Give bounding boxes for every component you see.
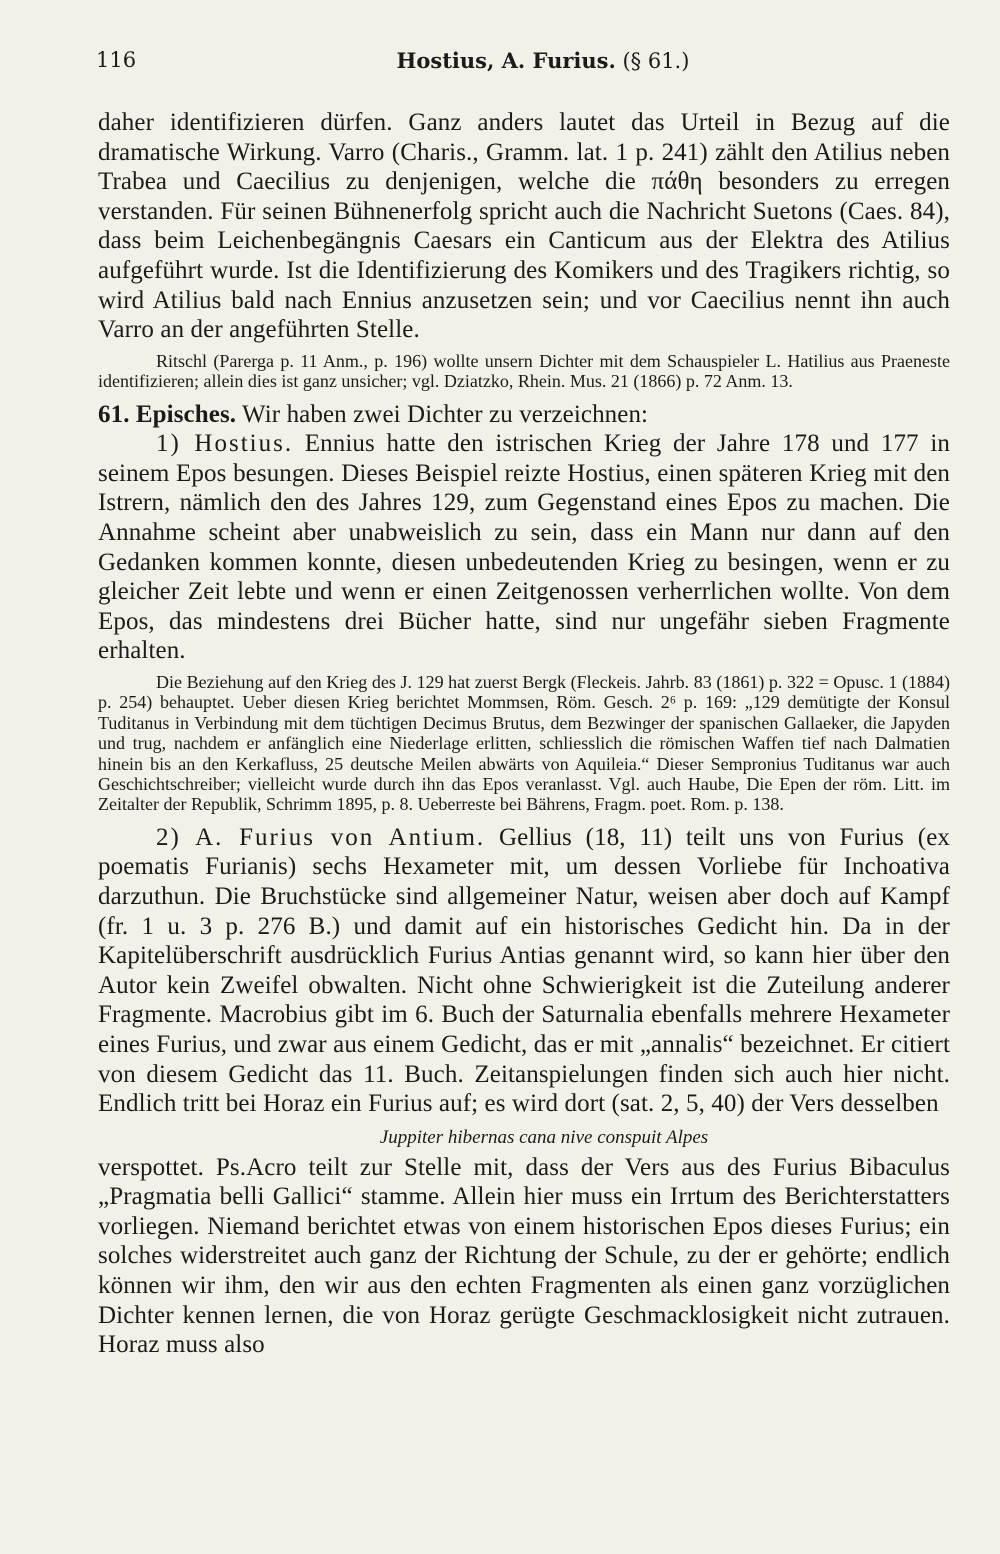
section-intro: Wir haben zwei Dichter zu verzeichnen: <box>242 400 649 428</box>
paragraph-hostius <box>98 429 950 666</box>
furius-label: 2) A. Furius von Antium. <box>156 823 486 851</box>
running-title <box>96 48 900 73</box>
paragraph-horaz: verspottet. Ps.Acro teilt zur Stelle mit, dass der Vers aus des Furius Bibaculus „Pragmatia belli Gallici“ stamme. Allein hier muss ein Irrtum des Berichterstatters vorliegen. Niemand berichtet etwas von einem historischen Epos dieses Furius; ein solches widerstreitet auch ganz der Richtung der Schule, zu der er gehörte; endlich können wir ihm, den wir aus den echten Fragmenten als einen ganz vorzüglichen Dichter kennen lernen, die von Horaz gerügte Geschmacklosigkeit nicht zutrauen. Horaz muss also <box>98 1153 950 1359</box>
running-title-names: Hostius, A. Furius. <box>396 48 616 73</box>
page-body <box>98 108 950 1360</box>
running-title-section: (§ 61.) <box>622 49 690 73</box>
page-header <box>96 48 900 80</box>
hostius-label: 1) Hostius. <box>156 430 294 458</box>
section-61-heading <box>98 400 950 430</box>
page-number: 116 <box>96 48 137 72</box>
footnote-ritschl: Ritschl (Parerga p. 11 Anm., p. 196) wollte unsern Dichter mit dem Schauspieler L. Hatilius aus Praeneste identifizieren; allein dies ist ganz unsicher; vgl. Dziatzko, Rhein. Mus. 21 (1866) p. 72 Anm. 13. <box>98 350 950 392</box>
footnote-bergk: Die Beziehung auf den Krieg des J. 129 hat zuerst Bergk (Fleckeis. Jahrb. 83 (1861) p. 322 = Opusc. 1 (1884) p. 254) behauptet. Ueber diesen Krieg berichtet Mommsen, Röm. Gesch. 2⁶ p. 169: „129 demütigte der Konsul Tuditanus in Verbindung mit dem tüchtigen Decimus Brutus, dem Bezwinger der spanischen Gallaeker, die Japyden und trug, nachdem er anfänglich eine Niederlage erlitten, schliesslich die römischen Waffen tief nach Dalmatien hinein bis an den Kerkafluss, 25 deutsche Meilen abwärts von Aquileia.“ Dieser Sempronius Tuditanus war auch Geschichtschreiber; vielleicht wurde durch ihn das Epos veranlasst. Vgl. auch Haube, Die Epen der röm. Litt. im Zeitalter der Republik, Schrimm 1895, p. 8. Ueberreste bei Bährens, Fragm. poet. Rom. p. 138. <box>98 671 950 815</box>
quoted-verse: Juppiter hibernas cana nive conspuit Alpes <box>379 1126 709 1148</box>
paragraph-furius <box>98 823 950 1119</box>
section-title: 61. Episches. <box>98 400 237 428</box>
paragraph-atilius: daher identifizieren dürfen. Ganz anders lautet das Urteil in Bezug auf die dramatische Wirkung. Varro (Charis., Gramm. lat. 1 p. 241) zählt den Atilius neben Trabea und Caecilius zu denjenigen, welche die πάθη besonders zu erregen verstanden. Für seinen Bühnenerfolg spricht auch die Nachricht Suetons (Caes. 84), dass beim Leichenbegängnis Caesars ein Canticum aus der Elektra des Atilius aufgeführt wurde. Ist die Identifizierung des Komikers und des Tragikers richtig, so wird Atilius bald nach Ennius anzusetzen sein; und vor Caecilius nennt ihn auch Varro an der angeführten Stelle. <box>98 109 950 344</box>
hostius-text: Ennius hatte den istrischen Krieg der Jahre 178 und 177 in seinem Epos besungen. Dieses Beispiel reizte Hostius, einen späteren Krieg mit den Istrern, nämlich den des Jahres 129, zum Gegenstand eines Epos zu machen. Die Annahme scheint aber unabweislich zu sein, dass ein Mann nur dann auf den Gedanken kommen konnte, diesen unbedeutenden Krieg zu besingen, wenn er zu gleicher Zeit lebte und wenn er einen Zeitgenossen verherrlichen wollte. Von dem Epos, das mindestens drei Bücher hatte, sind nur ungefähr sieben Fragmente erhalten. <box>98 430 950 665</box>
furius-text: Gellius (18, 11) teilt uns von Furius (ex poematis Furianis) sechs Hexameter mit, um dessen Vorliebe für Inchoativa darzuthun. Die Bruchstücke sind allgemeiner Natur, weisen aber doch auf Kampf (fr. 1 u. 3 p. 276 B.) und damit auf ein historisches Gedicht hin. Da in der Kapitelüberschrift ausdrücklich Furius Antias genannt wird, so kann hier über den Autor kein Zweifel obwalten. Nicht ohne Schwierigkeit ist die Zuteilung anderer Fragmente. Macrobius gibt im 6. Buch der Saturnalia ebenfalls mehrere Hexameter eines Furius, und zwar aus einem Gedicht, das er mit „annalis“ bezeichnet. Er citiert von diesem Gedicht das 11. Buch. Zeitanspielungen finden sich auch hier nicht. Endlich tritt bei Horaz ein Furius auf; es wird dort (sat. 2, 5, 40) der Vers desselben <box>98 823 950 1118</box>
